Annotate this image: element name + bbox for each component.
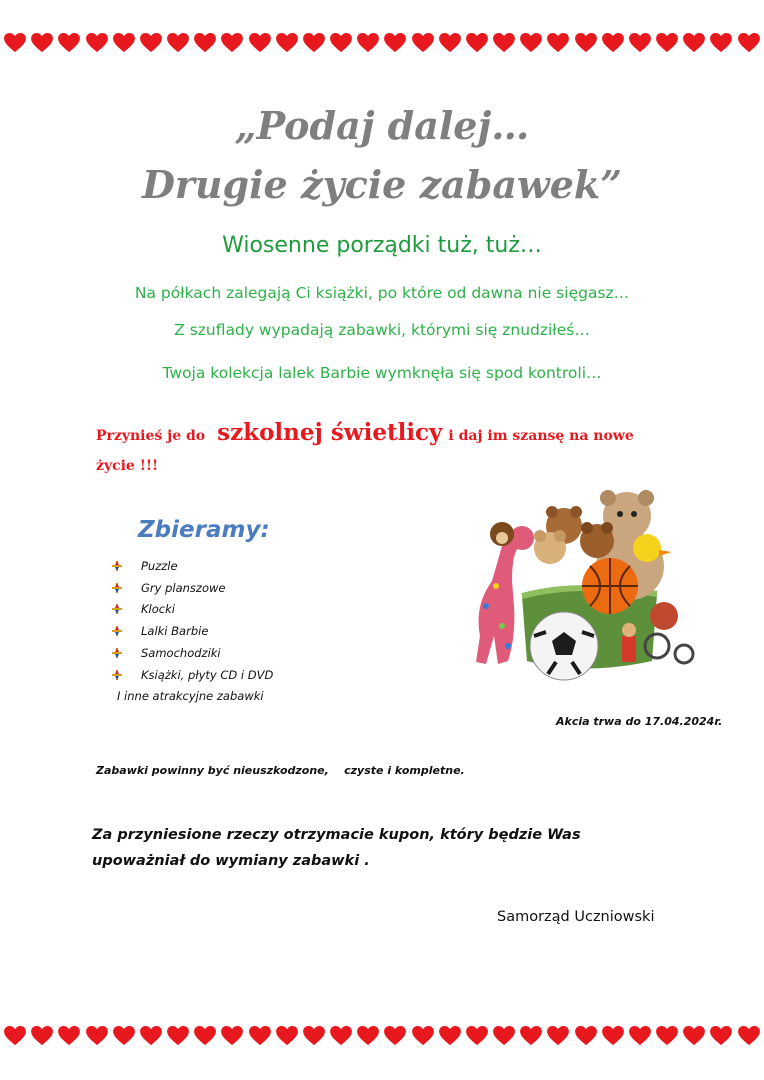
heart-icon — [710, 33, 732, 53]
collect-title: Zbieramy: — [138, 517, 270, 543]
heart-icon — [656, 33, 678, 53]
heart-icon — [330, 1026, 352, 1046]
heart-icon — [4, 1026, 26, 1046]
bullet-icon — [112, 670, 122, 680]
list-item-label: Lalki Barbie — [141, 624, 209, 639]
bullet-icon — [112, 583, 122, 593]
list-item — [112, 664, 273, 686]
heart-icon — [629, 33, 651, 53]
heart-icon — [113, 1026, 135, 1046]
heart-icon — [31, 33, 53, 53]
heart-icon — [466, 1026, 488, 1046]
heart-icon — [575, 1026, 597, 1046]
intro-line: Z szuflady wypadają zabawki, którymi się znudziłeś… — [174, 321, 590, 339]
list-item-label: Klocki — [141, 602, 175, 617]
heart-icon — [493, 1026, 515, 1046]
list-item — [112, 555, 273, 577]
heart-icon — [249, 33, 271, 53]
list-item-label: Puzzle — [141, 558, 178, 573]
heart-border-top — [4, 31, 760, 55]
heart-icon — [683, 1026, 705, 1046]
heart-icon — [439, 33, 461, 53]
list-item — [112, 642, 273, 664]
heart-icon — [357, 1026, 379, 1046]
heart-icon — [86, 1026, 108, 1046]
heart-icon — [493, 33, 515, 53]
call-highlight: szkolnej świetlicy — [217, 419, 443, 446]
heart-icon — [602, 33, 624, 53]
call-to-action — [96, 418, 656, 481]
heart-icon — [194, 1026, 216, 1046]
heart-icon — [194, 33, 216, 53]
heart-icon — [167, 1026, 189, 1046]
heart-icon — [738, 33, 760, 53]
toys-pile-image — [452, 486, 702, 696]
bullet-icon — [112, 604, 122, 614]
heart-icon — [710, 1026, 732, 1046]
heart-icon — [249, 1026, 271, 1046]
heart-icon — [58, 33, 80, 53]
heart-icon — [167, 33, 189, 53]
intro-line: Twoja kolekcja lalek Barbie wymknęła się spod kontroli… — [162, 364, 602, 382]
heart-icon — [466, 33, 488, 53]
heart-icon — [384, 1026, 406, 1046]
heart-icon — [683, 33, 705, 53]
list-item-label: Gry planszowe — [141, 580, 226, 595]
heart-icon — [276, 33, 298, 53]
heart-border-bottom — [4, 1024, 760, 1048]
heart-icon — [357, 33, 379, 53]
signature: Samorząd Uczniowski — [497, 909, 655, 925]
heart-icon — [276, 1026, 298, 1046]
heart-icon — [520, 33, 542, 53]
heart-icon — [303, 33, 325, 53]
heart-icon — [656, 1026, 678, 1046]
intro-line: Na półkach zalegają Ci książki, po które od dawna nie sięgasz… — [134, 284, 630, 302]
heart-icon — [140, 33, 162, 53]
coupon-text: Za przyniesione rzeczy otrzymacie kupon, który będzie Was upoważniał do wymiany zabawki . — [92, 827, 581, 869]
heart-icon — [629, 1026, 651, 1046]
bullet-icon — [112, 626, 122, 636]
collect-list — [112, 555, 273, 686]
heart-icon — [602, 1026, 624, 1046]
heart-icon — [303, 1026, 325, 1046]
list-item-label: Samochodziki — [141, 646, 221, 661]
title-line-2: Drugie życie zabawek” — [141, 162, 623, 207]
heart-icon — [113, 33, 135, 53]
bullet-icon — [112, 648, 122, 658]
condition-text: Zabawki powinny być nieuszkodzone, czyste i kompletne. — [96, 764, 465, 777]
heart-icon — [330, 33, 352, 53]
heart-icon — [547, 1026, 569, 1046]
call-before: Przynieś je do — [96, 428, 206, 444]
heart-icon — [4, 33, 26, 53]
call-after: i daj im szansę na nowe życie !!! — [96, 428, 634, 474]
collect-extra: I inne atrakcyjne zabawki — [117, 689, 264, 703]
list-item — [112, 620, 273, 642]
bullet-icon — [112, 561, 122, 571]
heart-icon — [575, 33, 597, 53]
list-item — [112, 599, 273, 621]
heart-icon — [738, 1026, 760, 1046]
heart-icon — [221, 1026, 243, 1046]
heart-icon — [221, 33, 243, 53]
heart-icon — [58, 1026, 80, 1046]
list-item-label: Książki, płyty CD i DVD — [141, 667, 274, 682]
subtitle: Wiosenne porządki tuż, tuż… — [222, 233, 542, 258]
heart-icon — [140, 1026, 162, 1046]
heart-icon — [384, 33, 406, 53]
heart-icon — [412, 33, 434, 53]
heart-icon — [439, 1026, 461, 1046]
title-line-1: „Podaj dalej… — [234, 103, 530, 148]
heart-icon — [412, 1026, 434, 1046]
heart-icon — [520, 1026, 542, 1046]
heart-icon — [547, 33, 569, 53]
list-item — [112, 577, 273, 599]
deadline-text: Akcia trwa do 17.04.2024r. — [556, 715, 723, 728]
heart-icon — [86, 33, 108, 53]
heart-icon — [31, 1026, 53, 1046]
